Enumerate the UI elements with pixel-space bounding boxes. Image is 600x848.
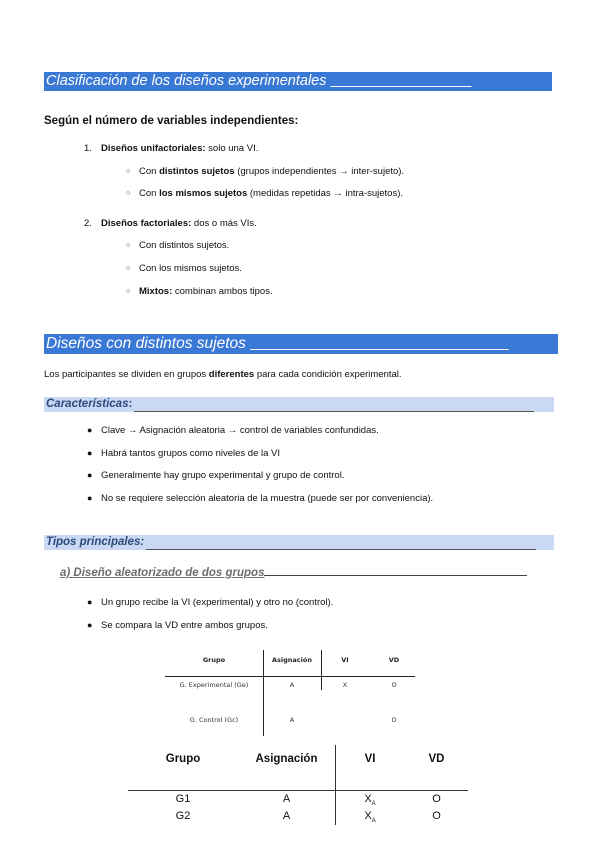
circle-bullet-icon: ○ xyxy=(126,288,131,295)
subitem-text: Con los mismos sujetos. xyxy=(139,263,242,274)
bullet-item xyxy=(87,424,379,437)
subitem-text: (medidas repetidas → intra-sujetos). xyxy=(247,188,404,199)
circle-bullet-icon: ○ xyxy=(126,168,131,175)
bullet-text: Habrá tantos grupos como niveles de la VI xyxy=(101,448,281,459)
section-header-distintos-sujetos xyxy=(44,334,558,354)
bullet-text: Clave → Asignación aleatoria → control de variables confundidas. xyxy=(101,425,379,436)
table-cell-vi xyxy=(335,793,405,807)
table-cell: A xyxy=(282,810,291,822)
table-header: VI xyxy=(341,656,349,664)
intro-bold: diferentes xyxy=(208,369,255,380)
table-header: VD xyxy=(428,753,445,765)
table-cell: A xyxy=(282,793,291,805)
list-item-factoriales xyxy=(84,218,257,230)
section-title: Clasificación de los diseños experimentales xyxy=(46,73,327,89)
table-header: Asignación xyxy=(272,656,312,664)
bullet-text: Generalmente hay grupo experimental y grupo de control. xyxy=(101,470,345,481)
bullet-icon: ● xyxy=(87,620,93,630)
section-title: Diseños con distintos sujetos xyxy=(46,335,246,352)
table-cell: G. Experimental (Ge) xyxy=(179,681,249,689)
table-rule xyxy=(165,676,415,677)
subheader-title: Características xyxy=(46,398,129,410)
vi-subscript: A xyxy=(371,818,376,825)
table-cell: X xyxy=(342,681,348,689)
bullet-icon: ● xyxy=(87,493,93,503)
subitem-text: Con xyxy=(139,166,160,177)
bullet-item xyxy=(87,492,433,505)
subheader-caracteristicas xyxy=(44,397,554,412)
item-text: solo una VI. xyxy=(205,143,259,154)
item-label: Diseños factoriales: xyxy=(101,218,192,229)
table-cell: G. Control (Gc) xyxy=(189,716,239,724)
bullet-item xyxy=(87,619,268,632)
bullet-item xyxy=(87,469,344,482)
table-rule xyxy=(128,790,468,791)
subitem xyxy=(126,263,242,275)
subitem-text: Con distintos sujetos. xyxy=(139,240,230,251)
bullet-text: Un grupo recibe la VI (experimental) y otro no (control). xyxy=(101,597,334,608)
table-cell: G1 xyxy=(175,793,191,805)
subitem xyxy=(126,286,273,298)
subitem-text: (grupos independientes → inter-sujeto). xyxy=(234,166,405,177)
subitem xyxy=(126,188,403,200)
bullet-icon: ● xyxy=(87,597,93,607)
bullet-icon: ● xyxy=(87,470,93,480)
intro-paragraph xyxy=(44,369,402,381)
table-header: Grupo xyxy=(165,753,201,765)
table-cell: A xyxy=(289,681,295,689)
subitem xyxy=(126,240,229,252)
vi-value: X xyxy=(364,810,372,822)
title-rule xyxy=(250,335,508,352)
bullet-item xyxy=(87,447,280,460)
design-table-small xyxy=(165,650,420,740)
table-header: VI xyxy=(364,753,376,765)
title-rule xyxy=(331,73,472,89)
subitem-bold: Mixtos: xyxy=(139,286,173,297)
subitem-bold: distintos sujetos xyxy=(159,166,235,177)
subitem-text: combinan ambos tipos. xyxy=(172,286,273,297)
vi-value: X xyxy=(364,793,372,805)
list-number: 1. xyxy=(84,143,92,154)
table-cell: O xyxy=(391,681,397,689)
bullet-icon: ● xyxy=(87,425,93,435)
table-cell: O xyxy=(391,716,397,724)
circle-bullet-icon: ○ xyxy=(126,242,131,249)
bullet-text: No se requiere selección aleatoria de la muestra (puede ser por conveniencia). xyxy=(101,493,434,504)
intro-text: para cada condición experimental. xyxy=(254,369,402,380)
subitem-text: Con xyxy=(139,188,160,199)
table-cell: O xyxy=(432,810,441,822)
vi-subscript: A xyxy=(371,801,376,808)
subsection-a-title xyxy=(60,567,527,579)
table-cell-vi xyxy=(335,810,405,824)
bullet-item xyxy=(87,596,333,609)
bullet-icon: ● xyxy=(87,448,93,458)
subtitle-variables: Según el número de variables independientes: xyxy=(44,115,299,127)
circle-bullet-icon: ○ xyxy=(126,265,131,272)
bullet-text: Se compara la VD entre ambos grupos. xyxy=(101,620,268,631)
subsection-title-text: a) Diseño aleatorizado de dos grupos xyxy=(60,567,265,579)
table-cell: A xyxy=(289,716,295,724)
intro-text: Los participantes se dividen en grupos xyxy=(44,369,209,380)
section-header-clasificacion xyxy=(44,72,552,91)
subheader-title: Tipos principales: xyxy=(46,536,145,548)
list-number: 2. xyxy=(84,218,92,229)
subitem xyxy=(126,166,404,178)
subsection-rule xyxy=(264,574,527,576)
subheader-tipos-principales xyxy=(44,535,554,550)
item-label: Diseños unifactoriales: xyxy=(101,143,206,154)
table-header: VD xyxy=(388,656,400,664)
subitem-bold: los mismos sujetos xyxy=(159,188,248,199)
subheader-rule xyxy=(146,548,536,550)
table-cell: G2 xyxy=(175,810,191,822)
subheader-rule xyxy=(134,410,534,412)
list-item-unifactoriales xyxy=(84,143,258,155)
circle-bullet-icon: ○ xyxy=(126,190,131,197)
table-header: Asignación xyxy=(255,753,318,765)
table-header: Grupo xyxy=(202,656,226,664)
design-table-large xyxy=(128,745,468,825)
item-text: dos o más VIs. xyxy=(191,218,257,229)
table-cell: O xyxy=(432,793,441,805)
subheader-colon: : xyxy=(128,398,133,410)
